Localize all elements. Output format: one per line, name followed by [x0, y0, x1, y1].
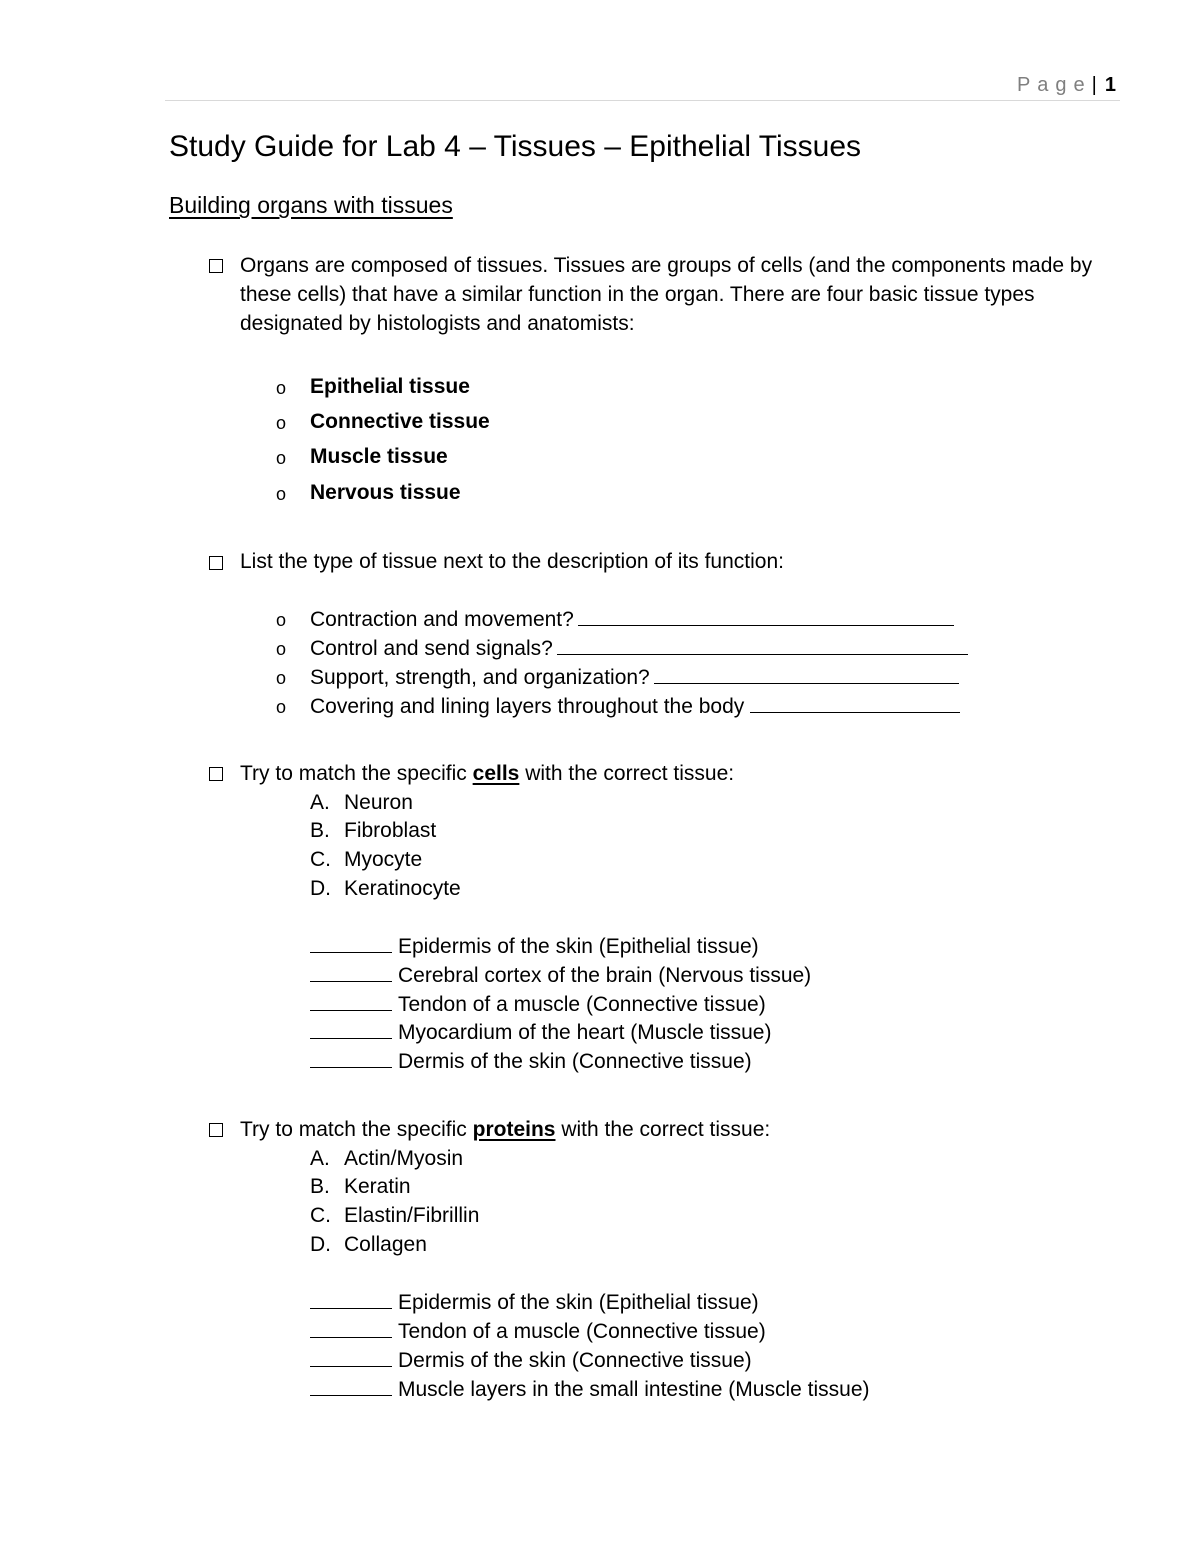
match-item [310, 1348, 752, 1373]
option-text: Actin/Myosin [344, 1147, 464, 1170]
checkbox-icon[interactable] [209, 259, 223, 273]
answer-blank[interactable] [557, 636, 968, 655]
match-item [310, 1319, 766, 1344]
bullet-icon: o [276, 697, 287, 717]
item3-text-post: with the correct tissue: [519, 762, 735, 785]
page-number: 1 [1104, 74, 1116, 96]
match-item [310, 1290, 759, 1315]
item1-line-2: these cells) that have a similar function in the organ. There are four basic tissue types [240, 283, 1035, 306]
option-letter: D. [310, 877, 331, 900]
option-item [310, 1175, 411, 1199]
question-text: Support, strength, and organization? [310, 666, 650, 689]
match-text: Dermis of the skin (Connective tissue) [398, 1349, 752, 1372]
page-number-label [1017, 74, 1116, 97]
answer-blank[interactable] [310, 1319, 392, 1338]
answer-blank[interactable] [750, 694, 960, 713]
checkbox-icon[interactable] [209, 556, 223, 570]
item3-text-pre: Try to match the specific [240, 762, 473, 785]
section-heading: Building organs with tissues [169, 192, 453, 218]
page-word: Page [1016, 74, 1092, 96]
checkbox-icon[interactable] [209, 1123, 223, 1137]
option-item [310, 848, 422, 872]
bullet-icon: o [276, 484, 287, 504]
bullet-icon: o [276, 639, 287, 659]
bullet-icon: o [276, 610, 287, 630]
answer-blank[interactable] [310, 992, 392, 1011]
option-letter: A. [310, 791, 330, 814]
option-item [310, 1204, 479, 1228]
match-text: Epidermis of the skin (Epithelial tissue) [398, 1291, 759, 1314]
function-question [310, 694, 960, 719]
option-text: Keratin [344, 1175, 411, 1198]
option-letter: C. [310, 848, 331, 871]
item4-text-post: with the correct tissue: [555, 1118, 771, 1141]
option-item [310, 1147, 463, 1171]
item2-text: List the type of tissue next to the description of its function: [240, 550, 784, 573]
tissue-item: Connective tissue [310, 410, 490, 433]
answer-blank[interactable] [310, 1049, 392, 1068]
tissue-item: Nervous tissue [310, 481, 461, 504]
option-text: Collagen [344, 1233, 427, 1256]
option-text: Elastin/Fibrillin [344, 1204, 480, 1227]
option-text: Fibroblast [344, 819, 437, 842]
bullet-icon: o [276, 378, 287, 398]
tissue-item: Epithelial tissue [310, 375, 470, 398]
answer-blank[interactable] [654, 665, 959, 684]
question-text: Contraction and movement? [310, 608, 574, 631]
answer-blank[interactable] [310, 934, 392, 953]
item4-text [240, 1118, 770, 1142]
bullet-icon: o [276, 668, 287, 688]
option-letter: C. [310, 1204, 331, 1227]
match-text: Tendon of a muscle (Connective tissue) [398, 1320, 766, 1343]
item1-line-3: designated by histologists and anatomists: [240, 312, 635, 335]
item3-keyword: cells [472, 762, 520, 785]
match-item [310, 1377, 870, 1402]
item3-text [240, 762, 734, 786]
match-text: Cerebral cortex of the brain (Nervous tissue) [398, 964, 812, 987]
option-item [310, 877, 461, 901]
match-text: Tendon of a muscle (Connective tissue) [398, 993, 766, 1016]
tissue-item: Muscle tissue [310, 445, 448, 468]
function-question [310, 636, 968, 661]
option-letter: D. [310, 1233, 331, 1256]
page-separator: | [1091, 74, 1097, 96]
answer-blank[interactable] [578, 607, 954, 626]
answer-blank[interactable] [310, 1348, 392, 1367]
match-item [310, 934, 759, 959]
option-letter: A. [310, 1147, 330, 1170]
option-item [310, 819, 436, 843]
match-item [310, 963, 811, 988]
function-question [310, 607, 954, 632]
option-letter: B. [310, 819, 330, 842]
match-text: Epidermis of the skin (Epithelial tissue) [398, 935, 759, 958]
function-question [310, 665, 959, 690]
option-text: Keratinocyte [344, 877, 461, 900]
document-title: Study Guide for Lab 4 – Tissues – Epithelial Tissues [169, 130, 862, 163]
match-item [310, 992, 766, 1017]
option-text: Myocyte [344, 848, 423, 871]
option-letter: B. [310, 1175, 330, 1198]
answer-blank[interactable] [310, 963, 392, 982]
answer-blank[interactable] [310, 1290, 392, 1309]
checkbox-icon[interactable] [209, 767, 223, 781]
option-text: Neuron [344, 791, 413, 814]
question-text: Control and send signals? [310, 637, 553, 660]
option-item [310, 1233, 427, 1257]
answer-blank[interactable] [310, 1377, 392, 1396]
option-item [310, 791, 413, 815]
bullet-icon: o [276, 413, 287, 433]
question-text: Covering and lining layers throughout the body [310, 695, 745, 718]
bullet-icon: o [276, 448, 287, 468]
item1-line-1: Organs are composed of tissues. Tissues are groups of cells (and the components made by [240, 254, 1093, 277]
item4-keyword: proteins [472, 1118, 556, 1141]
match-text: Muscle layers in the small intestine (Muscle tissue) [398, 1378, 870, 1401]
item4-text-pre: Try to match the specific [240, 1118, 473, 1141]
page-header [165, 72, 1120, 101]
match-text: Myocardium of the heart (Muscle tissue) [398, 1021, 772, 1044]
match-text: Dermis of the skin (Connective tissue) [398, 1050, 752, 1073]
answer-blank[interactable] [310, 1020, 392, 1039]
match-item [310, 1049, 752, 1074]
match-item [310, 1020, 771, 1045]
